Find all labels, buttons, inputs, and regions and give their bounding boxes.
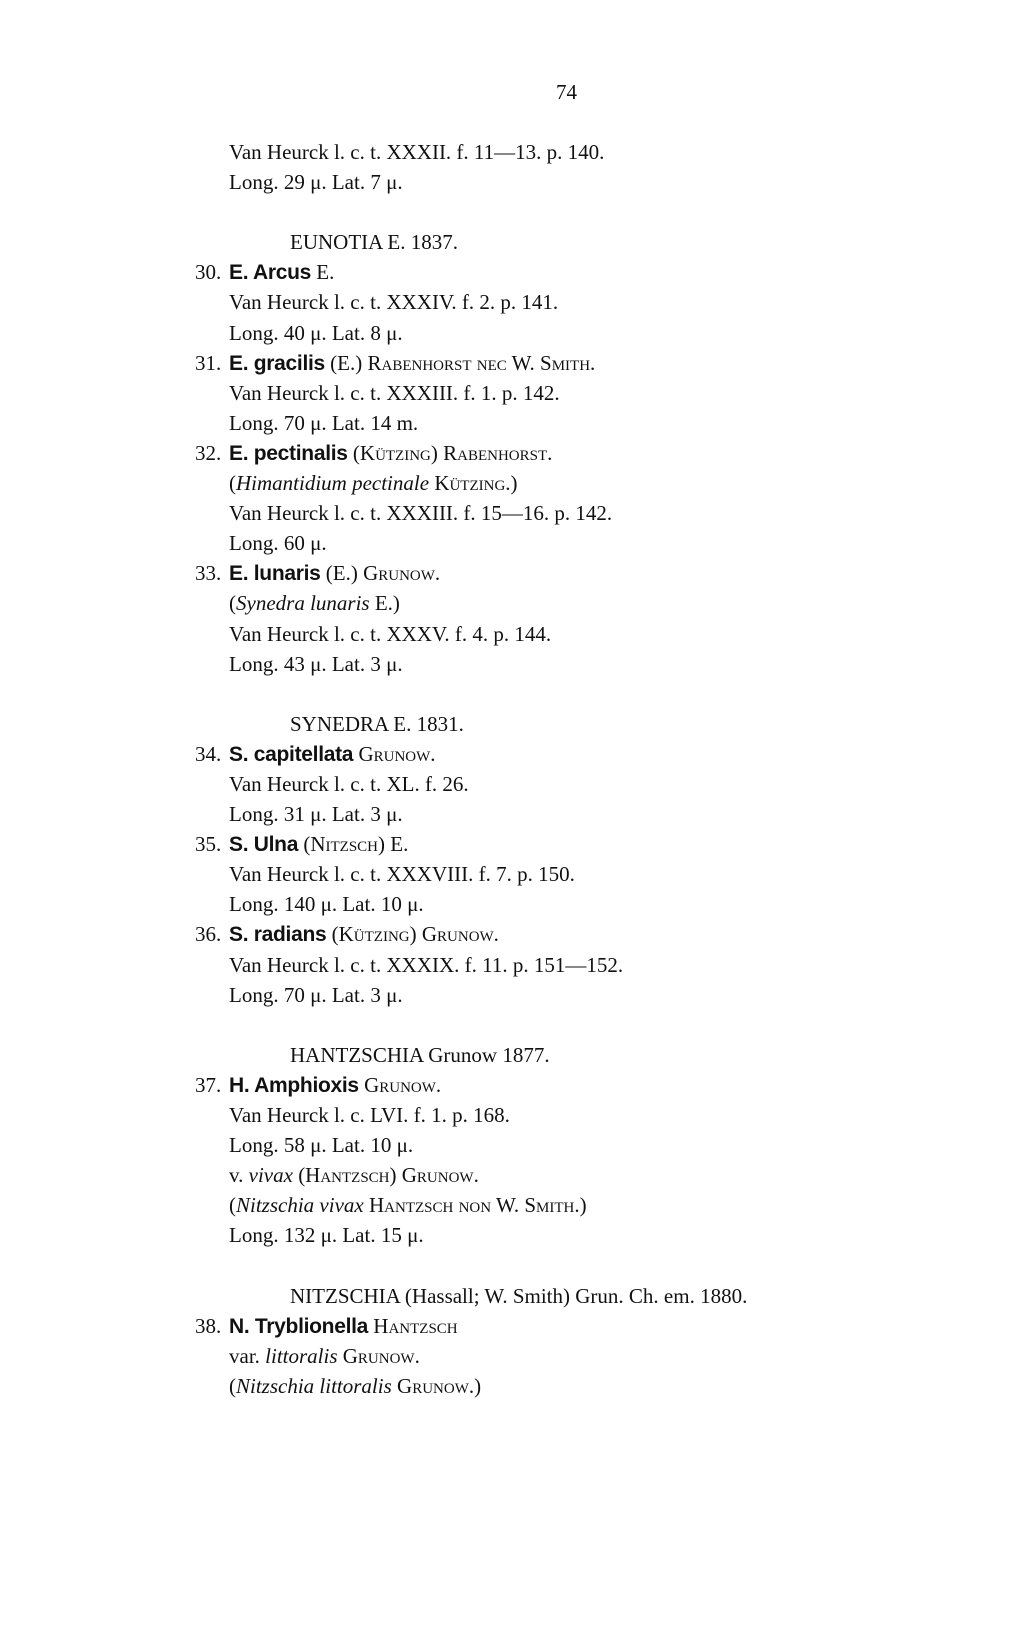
species-author: (E.) Rabenhorst nec W. Smith. <box>330 350 596 375</box>
reference-text: Van Heurck l. c. t. XXXII. f. 11—13. p. 140. <box>229 140 605 164</box>
genus-heading <box>0 1281 1024 1311</box>
genus-heading <box>0 709 1024 739</box>
reference-line <box>0 1220 1024 1250</box>
species-name: S. Ulna <box>229 833 299 857</box>
species-author: (Nitzsch) E. <box>303 832 409 857</box>
paren: ( <box>229 1193 236 1218</box>
species-name: H. Amphioxis <box>229 1073 359 1097</box>
reference-line <box>0 378 1024 408</box>
species-list <box>0 137 1024 1401</box>
synonym-line <box>0 1190 1024 1220</box>
reference-line <box>0 1130 1024 1160</box>
reference-text: Long. 60 μ. <box>229 531 327 556</box>
variety-author: Grunow. <box>337 1343 420 1368</box>
species-name: E. lunaris <box>229 562 321 586</box>
reference-text: Van Heurck l. c. t. XXXIII. f. 1. p. 142. <box>229 380 560 405</box>
page-number: 74 <box>556 80 577 104</box>
reference-line <box>0 649 1024 679</box>
reference-text: Van Heurck l. c. t. XXXIX. f. 11. p. 151—152. <box>229 952 624 977</box>
species-entry <box>0 739 1024 769</box>
synonym-author: E.) <box>369 591 400 616</box>
spacer <box>0 1250 1024 1280</box>
reference-line <box>0 318 1024 348</box>
reference-line <box>0 498 1024 528</box>
reference-text: Long. 31 μ. Lat. 3 μ. <box>229 802 403 827</box>
entry-number: 35. <box>195 832 222 857</box>
genus-heading-text: NITZSCHIA (Hassall; W. Smith) Grun. Ch. em. 1880. <box>290 1283 748 1308</box>
reference-text: Van Heurck l. c. t. XXXIV. f. 2. p. 141. <box>229 290 559 315</box>
reference-line <box>0 1100 1024 1130</box>
genus-heading-text: SYNEDRA E. 1831. <box>290 711 464 736</box>
species-author: (Kützing) Grunow. <box>331 922 499 947</box>
reference-line <box>0 408 1024 438</box>
synonym-line <box>0 468 1024 498</box>
variety-author: (Hantzsch) Grunow. <box>292 1163 479 1188</box>
species-name: E. Arcus <box>229 261 312 285</box>
entry-number: 31. <box>195 350 222 375</box>
synonym-author: Grunow.) <box>391 1373 482 1398</box>
reference-text: Long. 132 μ. Lat. 15 μ. <box>229 1223 424 1248</box>
reference-text: Van Heurck l. c. t. XXXVIII. f. 7. p. 150. <box>229 862 575 887</box>
species-author: Hantzsch <box>373 1313 458 1338</box>
species-name: S. capitellata <box>229 742 354 766</box>
reference-text: Long. 58 μ. Lat. 10 μ. <box>229 1133 414 1158</box>
paren: ( <box>229 1373 236 1398</box>
spacer <box>0 1010 1024 1040</box>
entry-number: 36. <box>195 922 222 947</box>
genus-heading <box>0 1040 1024 1070</box>
synonym-author: Kützing.) <box>429 471 518 496</box>
species-entry <box>0 1311 1024 1341</box>
entry-number: 30. <box>195 260 222 285</box>
species-entry <box>0 348 1024 378</box>
reference-line <box>0 859 1024 889</box>
reference-line <box>0 137 1024 167</box>
species-name: S. radians <box>229 923 327 947</box>
paren: ( <box>229 471 236 496</box>
genus-heading <box>0 227 1024 257</box>
species-author: Grunow. <box>358 741 436 766</box>
spacer <box>0 679 1024 709</box>
species-entry <box>0 919 1024 949</box>
reference-text: Long. 70 μ. Lat. 14 m. <box>229 410 419 435</box>
species-name: E. gracilis <box>229 351 325 375</box>
species-entry <box>0 438 1024 468</box>
entry-number: 32. <box>195 440 222 465</box>
species-author: (E.) Grunow. <box>325 561 441 586</box>
synonym-name: Nitzschia littoralis <box>236 1373 392 1398</box>
reference-line <box>0 799 1024 829</box>
synonym-line <box>0 588 1024 618</box>
genus-heading-text: EUNOTIA E. 1837. <box>290 230 458 255</box>
entry-number: 38. <box>195 1313 222 1338</box>
variety-line <box>0 1160 1024 1190</box>
entry-number: 34. <box>195 741 222 766</box>
synonym-name: Nitzschia vivax <box>236 1193 364 1218</box>
genus-heading-text: HANTZSCHIA Grunow 1877. <box>290 1042 550 1067</box>
reference-line <box>0 528 1024 558</box>
species-entry <box>0 1070 1024 1100</box>
synonym-author: Hantzsch non W. Smith.) <box>363 1193 587 1218</box>
synonym-name: Synedra lunaris <box>236 591 370 616</box>
species-entry <box>0 257 1024 287</box>
variety-name: vivax <box>248 1163 293 1188</box>
reference-line <box>0 950 1024 980</box>
reference-text: Long. 70 μ. Lat. 3 μ. <box>229 982 403 1007</box>
entry-number: 33. <box>195 561 222 586</box>
species-entry <box>0 829 1024 859</box>
variety-prefix: var. <box>229 1343 266 1368</box>
reference-line <box>0 167 1024 197</box>
species-author: (Kützing) Rabenhorst. <box>352 440 553 465</box>
paren: ( <box>229 591 236 616</box>
reference-line <box>0 980 1024 1010</box>
synonym-line <box>0 1371 1024 1401</box>
species-name: E. pectinalis <box>229 441 348 465</box>
spacer <box>0 197 1024 227</box>
reference-line <box>0 889 1024 919</box>
entry-number: 37. <box>195 1072 222 1097</box>
reference-text: Long. 140 μ. Lat. 10 μ. <box>229 892 424 917</box>
variety-line <box>0 1341 1024 1371</box>
reference-text: Long. 40 μ. Lat. 8 μ. <box>229 320 403 345</box>
reference-text: Long. 43 μ. Lat. 3 μ. <box>229 651 403 676</box>
species-entry <box>0 558 1024 588</box>
species-author: Grunow. <box>364 1072 442 1097</box>
reference-line <box>0 619 1024 649</box>
reference-line <box>0 287 1024 317</box>
variety-prefix: v. <box>229 1163 249 1188</box>
reference-line <box>0 769 1024 799</box>
reference-text: Van Heurck l. c. LVI. f. 1. p. 168. <box>229 1103 510 1127</box>
variety-name: littoralis <box>265 1343 338 1368</box>
reference-text: Long. 29 μ. Lat. 7 μ. <box>229 170 403 195</box>
species-name: N. Tryblionella <box>229 1314 369 1338</box>
reference-text: Van Heurck l. c. t. XL. f. 26. <box>229 771 469 796</box>
reference-text: Van Heurck l. c. t. XXXIII. f. 15—16. p. 142. <box>229 501 613 526</box>
synonym-name: Himantidium pectinale <box>236 471 430 496</box>
reference-text: Van Heurck l. c. t. XXXV. f. 4. p. 144. <box>229 621 552 646</box>
species-author: E. <box>316 260 335 285</box>
